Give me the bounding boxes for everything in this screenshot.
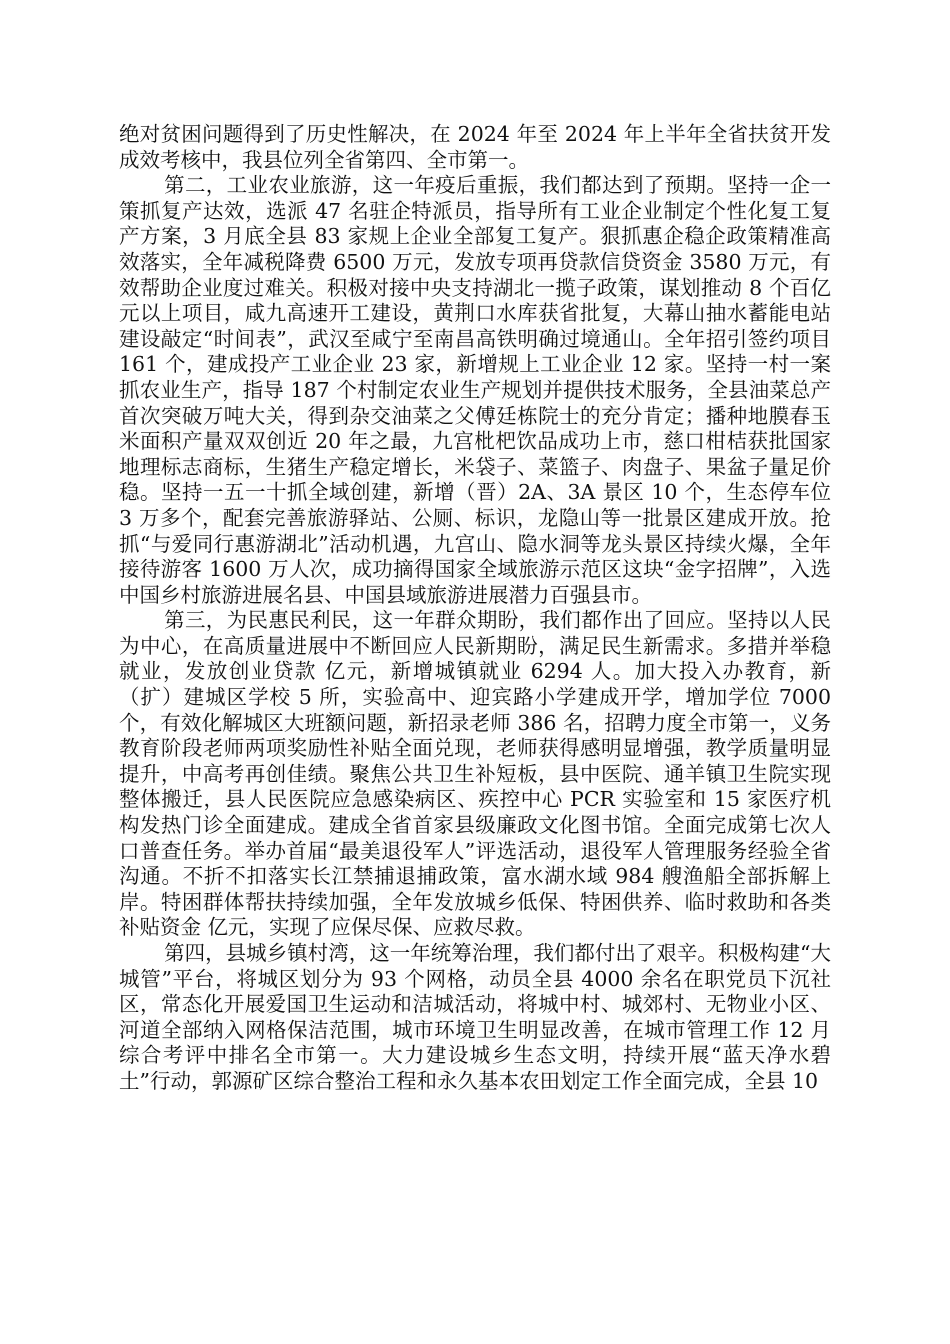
paragraph-2: 第二，工业农业旅游，这一年疫后重振，我们都达到了预期。坚持一企一策抓复产达效，选派 47 名驻企特派员，指导所有工业企业制定个性化复工复产方案，3 月底全县 83 家规上企业全部复工复产。狠抓惠企稳企政策精准高效落实，全年减税降费 6500 万元，发放专项再贷款信贷资金 3580 万元，有效帮助企业度过难关。积极对接中央支持湖北一揽子政策，谋划推动 8 个百亿元以上项目，咸九高速开工建设，黄荆口水库获省批复，大幕山抽水蓄能电站建设敲定“时间表”，武汉至咸宁至南昌高铁明确过境通山。全年招引签约项目 161 个，建成投产工业企业 23 家，新增规上工业企业 12 家。坚持一村一案抓农业生产，指导 187 个村制定农业生产规划并提供技术服务，全县油菜总产首次突破万吨大关，得到杂交油菜之父傅廷栋院士的充分肯定；播种地膜春玉米面积产量双双创近 20 年之最，九宫枇杷饮品成功上市，慈口柑桔获批国家地理标志商标，生猪生产稳定增长，米袋子、菜篮子、肉盘子、果盆子量足价稳。坚持一五一十抓全域创建，新增（晋）2A、3A 景区 10 个，生态停车位 3 万多个，配套完善旅游驿站、公厕、标识，龙隐山等一批景区建成开放。抢抓“与爱同行惠游湖北”活动机遇，九宫山、隐水洞等龙头景区持续火爆，全年接待游客 1600 万人次，成功摘得国家全域旅游示范区这块“金字招牌”，入选中国乡村旅游进展名县、中国县域旅游进展潜力百强县市。 (119, 173, 831, 607)
paragraph-3: 第三，为民惠民利民，这一年群众期盼，我们都作出了回应。坚持以人民为中心，在高质量进展中不断回应人民新期盼，满足民生新需求。多措并举稳就业，发放创业贷款 亿元，新增城镇就业 6294 人。加大投入办教育，新（扩）建城区学校 5 所，实验高中、迎宾路小学建成开学，增加学位 7000 个，有效化解城区大班额问题，新招录老师 386 名，招聘力度全市第一，义务教育阶段老师两项奖励性补贴全面兑现，老师获得感明显增强，教学质量明显提升，中高考再创佳绩。聚焦公共卫生补短板，县中医院、通羊镇卫生院实现整体搬迁，县人民医院应急感染病区、疾控中心 PCR 实验室和 15 家医疗机构发热门诊全面建成。建成全省首家县级廉政文化图书馆。全面完成第七次人口普查任务。举办首届“最美退役军人”评选活动，退役军人管理服务经验全省沟通。不折不扣落实长江禁捕退捕政策，富水湖水域 984 艘渔船全部拆解上岸。特困群体帮扶持续加强，全年发放城乡低保、特困供养、临时救助和各类补贴资金 亿元，实现了应保尽保、应救尽救。 (119, 608, 831, 940)
paragraph-1: 绝对贫困问题得到了历史性解决，在 2024 年至 2024 年上半年全省扶贫开发成效考核中，我县位列全省第四、全市第一。 (119, 122, 831, 172)
document-body (119, 122, 831, 1095)
paragraph-4: 第四，县城乡镇村湾，这一年统筹治理，我们都付出了艰辛。积极构建“大城管”平台，将城区划分为 93 个网格，动员全县 4000 余名在职党员下沉社区，常态化开展爱国卫生运动和洁城活动，将城中村、城郊村、无物业小区、河道全部纳入网格保洁范围，城市环境卫生明显改善，在城市管理工作 12 月综合考评中排名全市第一。大力建设城乡生态文明，持续开展“蓝天净水碧土”行动，郭源矿区综合整治工程和永久基本农田划定工作全面完成，全县 10 (119, 941, 831, 1093)
